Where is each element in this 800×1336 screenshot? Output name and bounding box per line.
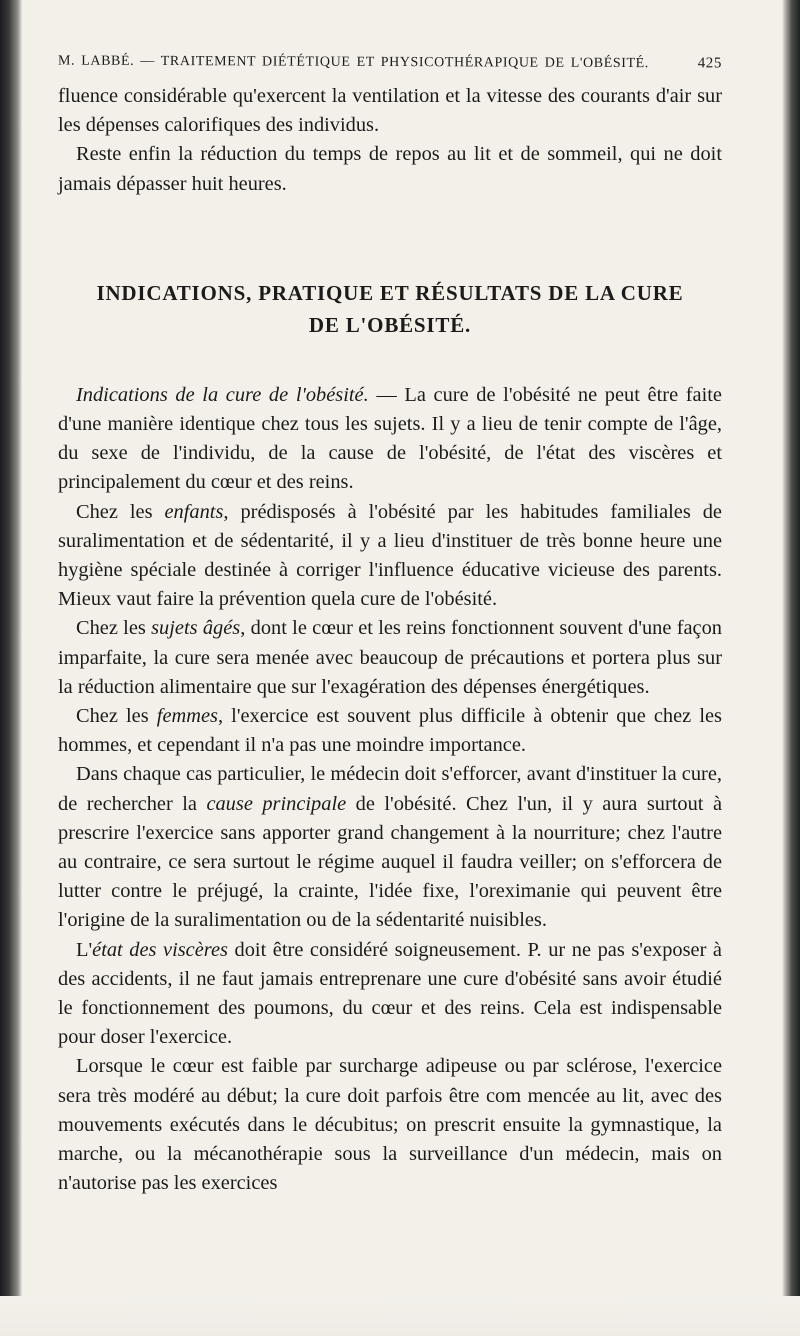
book-page (58, 54, 722, 1199)
paragraph-sujets-ages (58, 614, 722, 702)
ages-emphasis: sujets âgés (151, 617, 241, 640)
enfants-emphasis: enfants (164, 500, 224, 523)
section-title-line-2: DE L'OBÉSITÉ. (308, 312, 472, 337)
indications-lead: Indications de la cure de l'obésité. (76, 383, 369, 406)
paragraph-indications (58, 381, 722, 498)
page-number: 425 (697, 55, 722, 72)
ages-pre: Chez les (76, 617, 152, 640)
indications-text: — La cure de l'obésité ne peut être faite d'une manière identique chez tous les sujets. Il y a lieu de tenir compte de l'âge, du sexe de l'individu, de la cause de l'obésité, de l'état des viscères et principalement du cœur et des reins. (58, 383, 722, 494)
femmes-text: , l'exercice est souvent plus difficile à obtenir que chez les hommes, et cependant il n'a pas une moindre importance. (58, 705, 722, 757)
paragraph-femmes (58, 702, 722, 760)
femmes-pre: Chez les (76, 705, 157, 728)
visceres-pre: L' (76, 938, 93, 961)
visceres-emphasis: état des viscères (92, 938, 228, 961)
running-header-title: M. LABBÉ. — TRAITEMENT DIÉTÉTIQUE ET PHYSICOTHÉRAPIQUE DE L'OBÉSITÉ. (58, 53, 649, 72)
enfants-pre: Chez les (76, 500, 165, 523)
paragraph-coeur-faible: Lorsque le cœur est faible par surcharge adipeuse ou par sclérose, l'exercice sera très modéré au début; la cure doit parfois être com mencée au lit, avec des mouvements exécutés dans le décubitus; on prescrit ensuite la gymnastique, la marche, ou la mécanothérapie sous la surveillance d'un médecin, mais on n'autorise pas les exercices (58, 1055, 722, 1195)
section-title-line-1: INDICATIONS, PRATIQUE ET RÉSULTATS DE LA CURE (96, 280, 684, 305)
paragraph-etat-visceres (58, 936, 722, 1053)
scan-shadow-right (782, 0, 800, 1336)
ages-text: , dont le cœur et les reins fonctionnent souvent d'une façon imparfaite, la cure sera menée avec beaucoup de précautions et portera plus sur la réduction alimentaire que sur l'exagération des dépenses énergétiques. (58, 617, 722, 698)
scan-shadow-left (0, 0, 22, 1336)
paragraph-continuation: fluence considérable qu'exercent la ventilation et la vitesse des courants d'air sur les dépenses calorifiques des individus. (58, 85, 722, 137)
cause-text: de l'obésité. Chez l'un, il y aura surtout à prescrire l'exercice sans apporter grand changement à la nourriture; chez l'autre au contraire, ce sera surtout le régime auquel il faudra veiller; on s'efforcera de lutter contre le préjugé, la crainte, l'idée fixe, l'oreximanie qui peuvent être l'origine de la suralimentation ou de la sédentarité nuisibles. (58, 792, 722, 932)
running-header (58, 53, 722, 84)
paragraph-enfants (58, 498, 722, 615)
visceres-text: doit être considéré soigneusement. P. ur ne pas s'exposer à des accidents, il ne faut jamais entreprenare une cure d'obésité sans avoir étudié le fonctionnement des poumons, du cœur et des reins. Cela est indispensable pour doser l'exercice. (58, 938, 722, 1049)
cause-pre: Dans chaque cas particulier, le médecin doit s'efforcer, avant d'instituer la cure, de rechercher la (58, 763, 722, 815)
femmes-emphasis: femmes (156, 705, 218, 728)
enfants-text: , prédisposés à l'obésité par les habitudes familiales de suralimentation et de sédentarité, il y a lieu d'instituer de très bonne heure une hygiène spéciale destinée à corriger l'influence éducative vicieuse des parents. Mieux vaut faire la prévention quela cure de l'obésité. (58, 500, 722, 611)
paragraph-cause-principale (58, 760, 722, 935)
scan-bottom-margin (0, 1296, 800, 1336)
section-title (58, 277, 722, 341)
paragraph-repos: Reste enfin la réduction du temps de repos au lit et de sommeil, qui ne doit jamais dépasser huit heures. (58, 143, 722, 195)
cause-emphasis: cause principale (206, 792, 347, 815)
